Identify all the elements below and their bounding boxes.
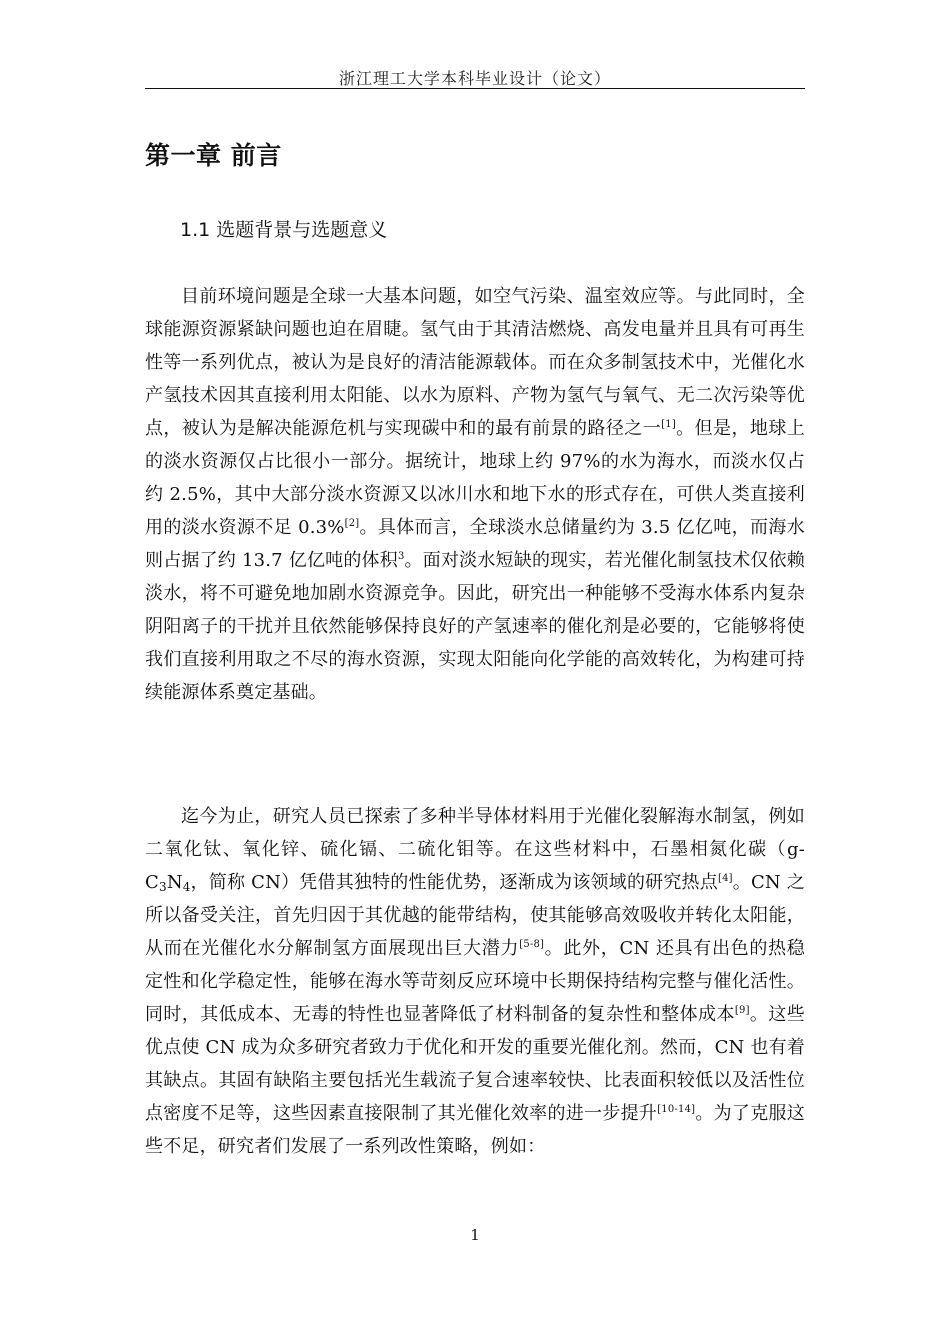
- citation: [10-14]: [657, 1104, 696, 1115]
- citation: [4]: [717, 873, 733, 884]
- p1-text-1: 目前环境问题是全球一大基本问题，如空气污染、温室效应等。与此同时，全球能源资源紧缺问题也迫在眉睫。氢气由于其清洁燃烧、高发电量并且具有可再生性等一系列优点，被认为是良好的清洁能源载体。而在众多制氢技术中，光催化水产氢技术因其直接利用太阳能、以水为原料、产物为氢气与氧气、无二次污染等优点，被认为是解决能源危机与实现碳中和的最有前景的路径之一: [145, 286, 805, 439]
- p2-text-1: 迄今为止，研究人员已探索了多种半导体材料用于光催化裂解海水制氢，例如二氧化钛、氧化锌、硫化镉、二硫化钼等。在这些材料中，石墨相氮化碳（g-C: [145, 806, 805, 893]
- citation: 3: [397, 551, 405, 562]
- subscript: 3: [158, 880, 167, 894]
- header-rule: [145, 88, 805, 89]
- p2-text-1b: N: [166, 872, 183, 893]
- citation: [1]: [661, 419, 676, 430]
- p2-text-2: 。CN 之所以备受关注，首先归因于其优越的能带结构，使其能够高效吸收并转化太阳能，从而在光催化水分解制氢方面展现出巨大潜力: [145, 872, 805, 959]
- chapter-title: 第一章 前言: [145, 141, 282, 170]
- p1-text-4: 。面对淡水短缺的现实，若光催化制氢技术仅依赖淡水，将不可避免地加剧水资源竞争。因此，研究出一种能够不受海水体系内复杂阴阳离子的干扰并且依然能够保持良好的产氢速率的催化剂是必要的，它能够将使我们直接利用取之不尽的海水资源，实现太阳能向化学能的高效转化，为构建可持续能源体系奠定基础。: [145, 550, 805, 703]
- subscript: 4: [182, 880, 191, 894]
- p1-text-3: 。具体而言，全球淡水总储量约为 3.5 亿亿吨，而海水则占据了约 13.7 亿亿吨的体积: [145, 517, 805, 571]
- p1-text-2: 。但是，地球上的淡水资源仅占比很小一部分。据统计，地球上约 97%的水为海水，而淡水仅占约 2.5%，其中大部分淡水资源又以冰川水和地下水的形式存在，可供人类直接利用的淡水资源不足 0.3%: [145, 418, 805, 538]
- page-number: 1: [470, 1226, 480, 1244]
- body-paragraph-1: [145, 280, 805, 709]
- p2-text-4: 。这些优点使 CN 成为众多研究者致力于优化和开发的重要光催化剂。然而，CN 也有着其缺点。其固有缺陷主要包括光生载流子复合速率较快、比表面积较低以及活性位点密度不足等，这些因素直接限制了其光催化效率的进一步提升: [145, 1004, 806, 1124]
- p2-text-1c: ，简称 CN）凭借其独特的性能优势，逐渐成为该领域的研究热点: [190, 872, 718, 893]
- citation: [5-8]: [519, 939, 545, 950]
- citation: [2]: [344, 518, 360, 529]
- p2-text-5: 。为了克服这些不足，研究者们发展了一系列改性策略，例如：: [145, 1103, 805, 1157]
- p2-text-3: 。此外，CN 还具有出色的热稳定性和化学稳定性，能够在海水等苛刻反应环境中长期保持结构完整与催化活性。同时，其低成本、无毒的特性也显著降低了材料制备的复杂性和整体成本: [145, 938, 806, 1025]
- citation: [9]: [734, 1005, 750, 1016]
- body-paragraph-2: [145, 800, 805, 1163]
- running-header: 浙江理工大学本科毕业设计（论文）: [338, 69, 611, 88]
- section-title: 1.1 选题背景与选题意义: [180, 219, 388, 241]
